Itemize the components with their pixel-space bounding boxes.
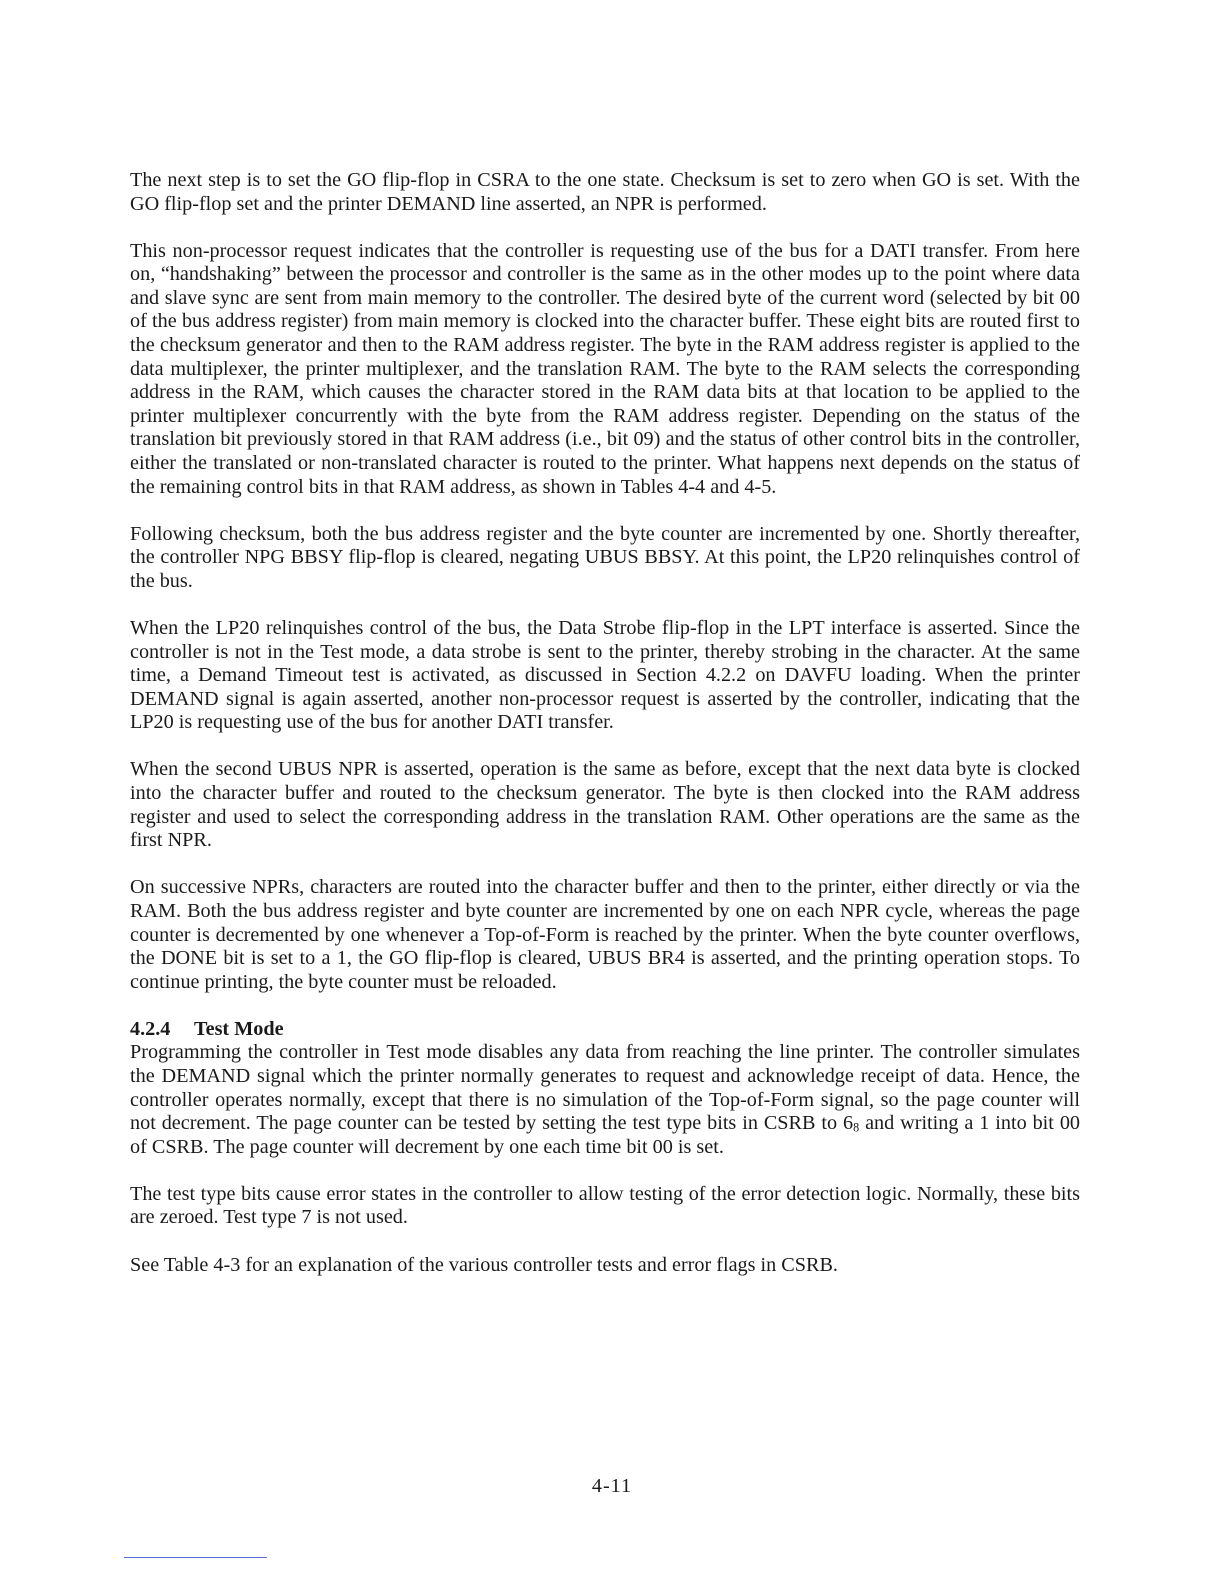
page-number: 4-11 bbox=[591, 1475, 633, 1497]
paragraph-following-checksum: Following checksum, both the bus address register and the byte counter are incremented by one. Shortly thereafter, the controller NPG BBSY flip-flop is cleared, negating UBUS BBSY. At this point, the LP20 relinquishes control of the bus. bbox=[130, 522, 1080, 592]
page-body bbox=[130, 169, 1080, 1277]
paragraph-test-mode bbox=[130, 1041, 1080, 1159]
paragraph-successive-nprs: On successive NPRs, characters are routed into the character buffer and then to the printer, either directly or via the RAM. Both the bus address register and byte counter are incremented by one on each NPR cycle, whereas the page counter is decremented by one whenever a Top-of-Form is reached by the printer. When the byte counter overflows, the DONE bit is set to a 1, the GO flip-flop is cleared, UBUS BR4 is asserted, and the printing operation stops. To continue printing, the byte counter must be reloaded. bbox=[130, 876, 1080, 993]
paragraph-relinquish-bus: When the LP20 relinquishes control of the bus, the Data Strobe flip-flop in the LPT interface is asserted. Since the controller is not in the Test mode, a data strobe is sent to the printer, thereby strobing in the character. At the same time, a Demand Timeout test is activated, as discussed in Section 4.2.2 on DAVFU loading. When the printer DEMAND signal is again asserted, another non-processor request is asserted by the controller, indicating that the LP20 is requesting use of the bus for another DATI transfer. bbox=[130, 617, 1080, 734]
test-mode-text-before: Programming the controller in Test mode disables any data from reaching the line printer. The controller simulates the DEMAND signal which the printer normally generates to request and acknowledge receipt of data. Hence, the controller operates normally, except that there is no simulation of the Top-of-Form signal, so the page counter will not decrement. The page counter can be tested by setting the test type bits in CSRB to 6 bbox=[130, 1041, 1080, 1135]
paragraph-go-flip-flop: The next step is to set the GO flip-flop in CSRA to the one state. Checksum is set to zero when GO is set. With the GO flip-flop set and the printer DEMAND line asserted, an NPR is performed. bbox=[130, 169, 1080, 215]
section-number: 4.2.4 bbox=[130, 1017, 171, 1040]
paragraph-non-processor-request: This non-processor request indicates that the controller is requesting use of the bus for a DATI transfer. From here on, “handshaking” between the processor and controller is the same as in the other modes up to the point where data and slave sync are sent from main memory to the controller. The desired byte of the current word (selected by bit 00 of the bus address register) from main memory is clocked into the character buffer. These eight bits are routed first to the checksum generator and then to the RAM address register. The byte in the RAM address register is applied to the data multiplexer, the printer multiplexer, and the translation RAM. The byte to the RAM selects the corresponding address in the RAM, which causes the character stored in the RAM data bits at that location to be applied to the printer multiplexer concurrently with the byte from the RAM address register. Depending on the status of the translation bit previously stored in that RAM address (i.e., bit 09) and the status of other control bits in the controller, either the translated or non-translated character is routed to the printer. What happens next depends on the status of the remaining control bits in that RAM address, as shown in Tables 4-4 and 4-5. bbox=[130, 239, 1080, 498]
paragraph-test-type-bits: The test type bits cause error states in the controller to allow testing of the error detection logic. Normally, these bits are zeroed. Test type 7 is not used. bbox=[130, 1182, 1080, 1229]
paragraph-see-table: See Table 4-3 for an explanation of the various controller tests and error flags in CSRB. bbox=[130, 1253, 838, 1276]
section-title: Test Mode bbox=[194, 1017, 284, 1040]
paragraph-second-npr: When the second UBUS NPR is asserted, operation is the same as before, except that the next data byte is clocked into the character buffer and routed to the checksum generator. The byte is then clocked into the RAM address register and used to select the corresponding address in the translation RAM. Other operations are the same as the first NPR. bbox=[130, 758, 1080, 852]
footer-rule bbox=[124, 1557, 267, 1558]
octal-subscript: 8 bbox=[853, 1120, 860, 1135]
section-heading bbox=[130, 1018, 1080, 1042]
test-mode-text-after: and writing a 1 into bit 00 of CSRB. The page counter will decrement by one each time bit 00 is set. bbox=[130, 1112, 1081, 1158]
